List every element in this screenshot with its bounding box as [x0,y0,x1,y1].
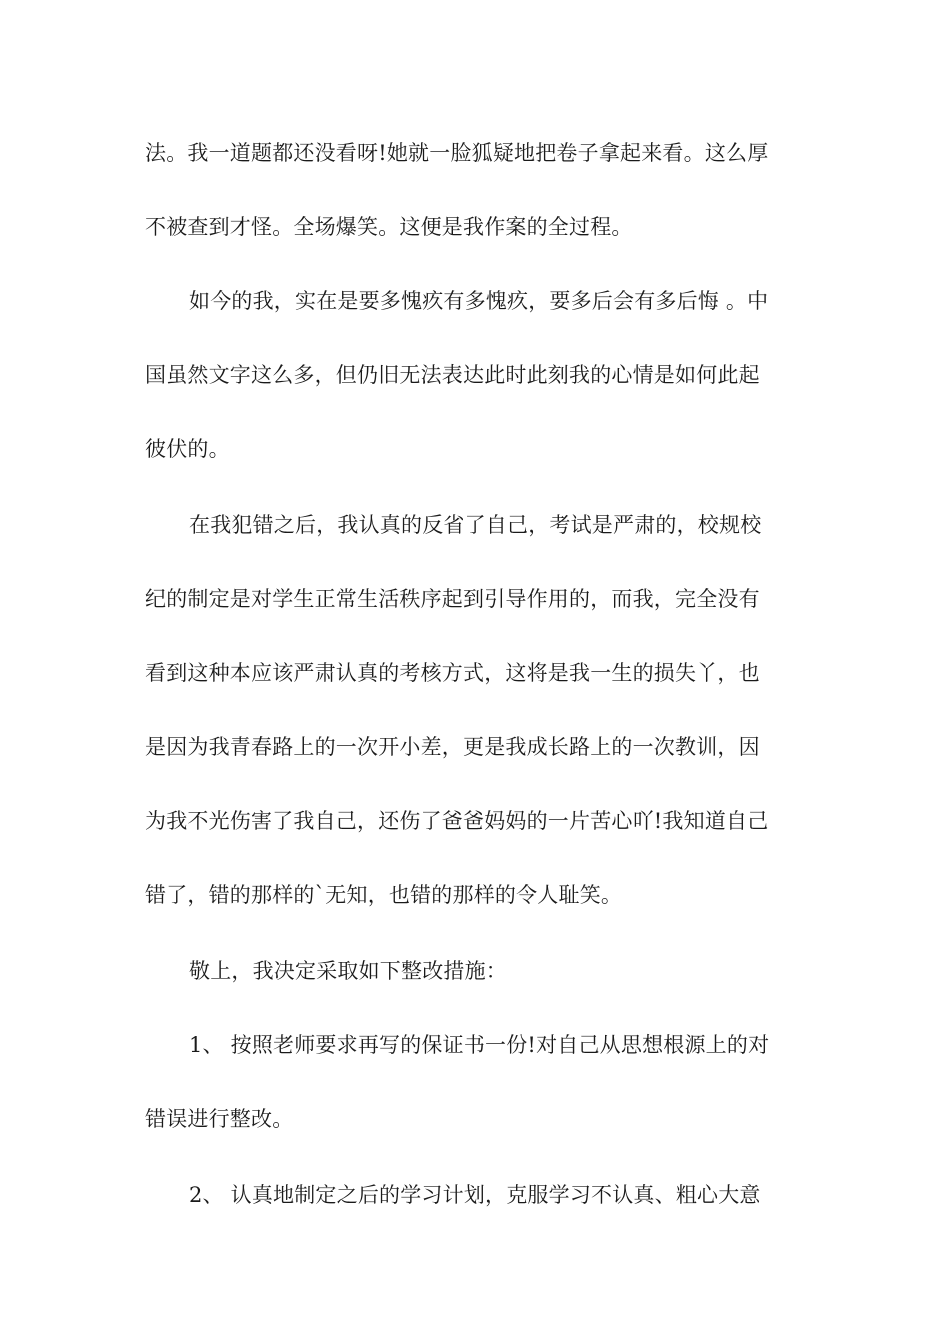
text-line-9: 是因为我青春路上的一次开小差，更是我成长路上的一次教训，因 [145,735,760,759]
text-line-3: 如今的我，实在是要多愧疚有多愧疚，要多后会有多后悔 。中 [189,289,769,313]
text-line-4: 国虽然文字这么多，但仍旧无法表达此时此刻我的心情是如何此起 [145,363,760,387]
text-line-1: 法。我一道题都还没看呀!她就一脸狐疑地把卷子拿起来看。这么厚 [145,141,769,165]
text-line-12: 敬上，我决定采取如下整改措施： [189,959,507,983]
text-line-2: 不被查到才怪。全场爆笑。这便是我作案的全过程。 [145,215,633,239]
text-line-6: 在我犯错之后，我认真的反省了自己，考试是严肃的，校规校 [189,513,762,537]
text-line-13: 1、 按照老师要求再写的保证书一份!对自己从思想根源上的对 [189,1033,770,1057]
text-line-14: 错误进行整改。 [145,1107,294,1131]
text-line-8: 看到这种本应该严肃认真的考核方式，这将是我一生的损失丫，也 [145,661,760,685]
text-line-10: 为我不光伤害了我自己，还伤了爸爸妈妈的一片苦心吖!我知道自己 [145,809,769,833]
text-line-5: 彼伏的。 [145,437,230,461]
text-line-15: 2、 认真地制定之后的学习计划，克服学习不认真、粗心大意 [189,1183,761,1207]
text-line-7: 纪的制定是对学生正常生活秩序起到引导作用的，而我，完全没有 [145,587,760,611]
text-line-11: 错了，错的那样的`无知，也错的那样的令人耻笑。 [145,883,623,907]
